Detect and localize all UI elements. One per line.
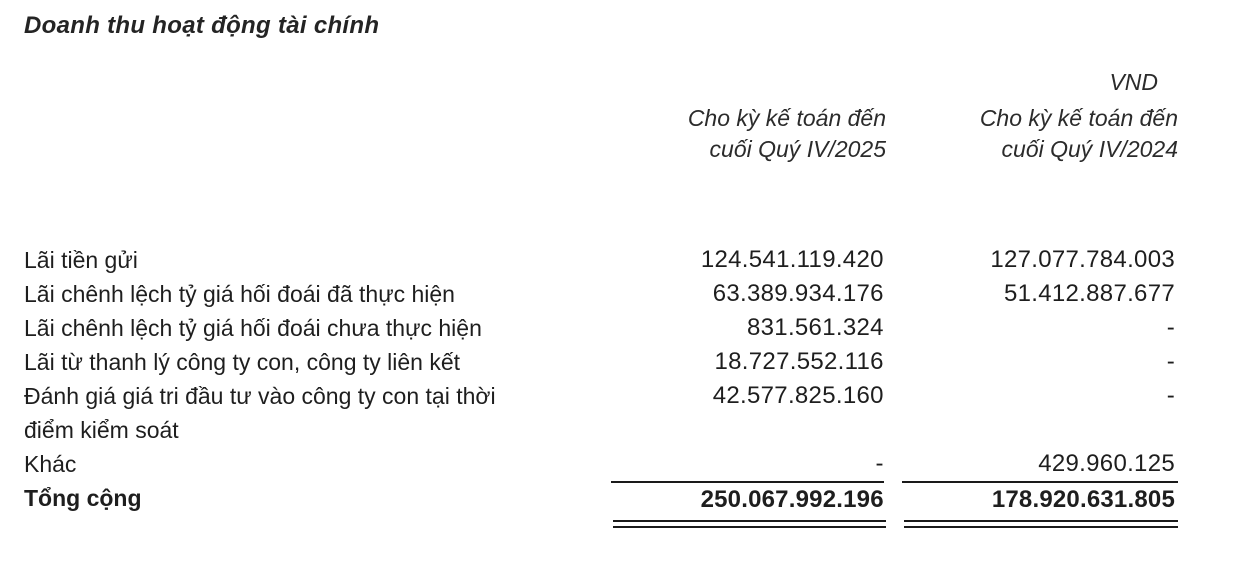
row-label: Lãi chênh lệch tỷ giá hối đoái chưa thực hiện <box>24 315 482 341</box>
column-gap <box>886 517 904 518</box>
column-gap <box>884 379 902 380</box>
column-header-period-2024 <box>904 103 1178 165</box>
row-label: Khác <box>24 451 77 477</box>
column-header-line2: cuối Quý IV/2025 <box>709 136 886 162</box>
value-2024: - <box>1166 348 1175 375</box>
column-header-line1: Cho kỳ kế toán đến <box>979 105 1178 131</box>
row-label: Lãi tiền gửi <box>24 247 138 273</box>
value-2024: - <box>1166 382 1175 409</box>
column-gap <box>884 277 902 278</box>
double-rule-2024 <box>904 520 1178 528</box>
double-rule-2025 <box>613 520 886 528</box>
column-header-period-2025 <box>613 103 886 165</box>
currency-unit-label: VND <box>1109 69 1158 95</box>
total-label: Tổng cộng <box>24 485 142 511</box>
table-row-danh-gia-gia-tri-dau-tu <box>24 379 1178 447</box>
column-gap <box>884 447 902 448</box>
column-header-line2: cuối Quý IV/2024 <box>1001 136 1178 162</box>
value-2025: - <box>875 450 884 477</box>
table-row-lai-tien-gui <box>24 243 1178 277</box>
total-row <box>24 481 1178 517</box>
total-value-2024: 178.920.631.805 <box>902 481 1178 517</box>
header-body-spacer <box>24 165 1178 243</box>
table-header-row <box>24 103 1178 165</box>
row-label-line1: Đánh giá giá tri đầu tư vào công ty con tại thời <box>24 383 496 409</box>
value-2024: 51.412.887.677 <box>1003 280 1175 307</box>
total-value-2025: 250.067.992.196 <box>611 481 883 517</box>
table-row-khac <box>24 447 1178 481</box>
financial-income-table <box>24 70 1178 528</box>
table-row-lai-tu-thanh-ly <box>24 345 1178 379</box>
table-row-lai-chenh-lech-chua-thuc-hien <box>24 311 1178 345</box>
column-gap <box>884 311 902 312</box>
column-gap <box>886 103 904 104</box>
currency-unit-row <box>24 70 1178 94</box>
value-2025: 831.561.324 <box>747 314 884 341</box>
value-2025: 63.389.934.176 <box>712 280 884 307</box>
row-label-line2: điểm kiểm soát <box>24 417 179 443</box>
value-2025: 124.541.119.420 <box>700 246 884 273</box>
total-underline-row <box>24 517 1178 528</box>
section-title: Doanh thu hoạt động tài chính <box>24 12 380 39</box>
table-row-lai-chenh-lech-da-thuc-hien <box>24 277 1178 311</box>
value-2024: 127.077.784.003 <box>990 246 1175 273</box>
value-2024: - <box>1166 314 1175 341</box>
value-2024: 429.960.125 <box>1038 450 1175 477</box>
column-gap <box>884 243 902 244</box>
column-gap <box>884 345 902 346</box>
column-header-line1: Cho kỳ kế toán đến <box>687 105 886 131</box>
value-2025: 18.727.552.116 <box>714 348 884 375</box>
column-gap <box>884 481 902 482</box>
row-label: Lãi chênh lệch tỷ giá hối đoái đã thực hiện <box>24 281 455 307</box>
column-gap <box>871 70 889 71</box>
value-2025: 42.577.825.160 <box>712 382 884 409</box>
row-label: Lãi từ thanh lý công ty con, công ty liên kết <box>24 349 461 375</box>
row-label <box>24 379 611 447</box>
